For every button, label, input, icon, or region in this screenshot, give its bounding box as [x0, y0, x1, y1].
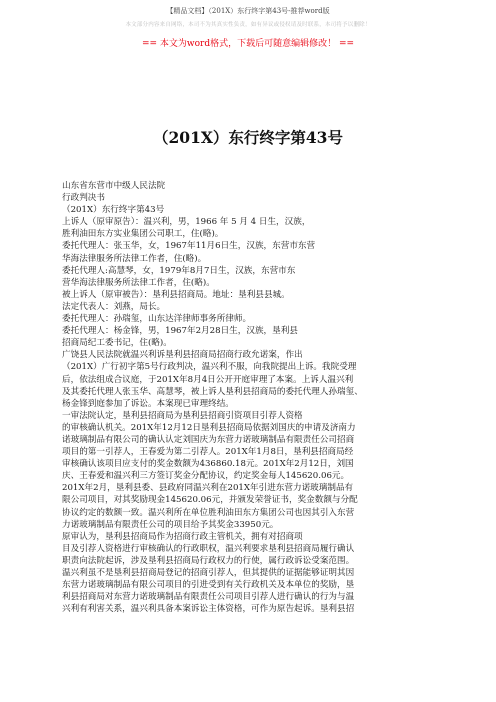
body-line: 的审核确认机关。201X年12月12日垦利县招商局依据刘国庆的申请及济南力 [62, 422, 356, 433]
body-line: 被上诉人（原审被告）：垦利县招商局。地址：垦利县县城。 [62, 289, 290, 300]
body-line: 职责向法院起诉，涉及垦利县招商局行政权力的行使，属行政诉讼受案范围。 [62, 555, 355, 566]
body-line: 行政判决书 [62, 193, 105, 204]
body-line: 上诉人（原审原告）：温兴利，男，1966 年 5 月 4 日生，汉族， [62, 217, 311, 228]
body-line: 诺玻璃制品有限公司的确认认定刘国庆为东营力诺玻璃制品有限责任公司招商 [62, 434, 355, 445]
body-line: 协议约定的数额一致。温兴利所在单位胜利油田东方集团公司也因其引入东营 [62, 507, 355, 518]
body-line: 利县招商局对东营力诺玻璃制品有限责任公司项目引荐人进行确认的行为与温 [62, 592, 355, 603]
body-line: 广饶县人民法院就温兴利诉垦利县招商局招商行政允诺案，作出 [62, 350, 303, 361]
page-header-title: 【精品文档】（201X）东行终字第43号-推荐word版 [166, 7, 330, 15]
body-line: （201X）东行终字第43号 [62, 205, 165, 216]
body-line: 温兴利虽不是垦利县招商局登记的招商引荐人，但其提供的证据能够证明其因 [62, 568, 355, 578]
body-line: 及其委托代理人张玉华、高慧琴，被上诉人垦利县招商局的委托代理人孙瑞玺、 [62, 386, 363, 397]
body-line: 力诺玻璃制品有限责任公司的项目给予其奖金33950元。 [62, 519, 279, 530]
body-line: 后，依法组成合议庭，于201X年8月4日公开开庭审理了本案。上诉人温兴利 [62, 374, 354, 385]
copyright-notice: 本文部分内容来自网络，本司不为其真实性负责，如有异议或侵权请及时联系，本司将予以删除！ [125, 22, 371, 28]
body-line: 审核确认该项目应支付的奖金数额为436860.18元。201X年2月12日，刘国 [62, 459, 354, 470]
body-line: 杨金锋到庭参加了诉讼。本案现已审理终结。 [62, 398, 234, 409]
document-title: （201X）东行终字第43号 [153, 128, 343, 147]
body-line: 山东省东营市中级人民法院 [62, 181, 166, 191]
body-line: （201X）广行初字第5号行政判决，温兴利不服，向我院提出上诉。我院受理 [62, 362, 357, 373]
body-line: 招商局纪工委书记，住(略)。 [62, 338, 172, 349]
body-line: 目及引荐人资格进行审核确认的行政职权，温兴利要求垦利县招商局履行确认 [62, 543, 355, 554]
body-line: 华海法律服务所法律工作者，住(略)。 [62, 253, 207, 264]
edit-banner: == 本文为word格式，下载后可随意编辑修改！ == [141, 39, 355, 49]
body-line: 委托代理人：杨金锋，男，1967年2月28日生，汉族，垦利县 [62, 326, 298, 337]
body-line: 原审认为，垦利县招商局作为招商行政主管机关，拥有对招商项 [62, 531, 303, 542]
body-line: 201X年2月，垦利县委、县政府同温兴利在201X年引进东营力诺玻璃制品有 [62, 483, 354, 494]
body-line: 东营力诺玻璃制品有限公司项目的引进受到有关行政机关及本单位的奖励，垦 [62, 580, 355, 591]
body-line: 胜利油田东方实业集团公司职工，住(略)。 [62, 229, 224, 240]
body-line: 兴利有利害关系，温兴利具备本案诉讼主体资格，可作为原告起诉。垦利县招 [62, 604, 355, 615]
body-line: 庆、王春爱和温兴利三方签订奖金分配协议，约定奖金每人145620.06元。 [62, 471, 350, 482]
body-line: 委托代理人:高慧琴，女，1979年8月7日生，汉族，东营市东 [62, 265, 296, 276]
body-line: 委托代理人：张玉华，女，1967年11月6日生，汉族，东营市东营 [62, 241, 316, 252]
body-line: 法定代表人：刘燕，局长。 [62, 301, 166, 312]
body-line: 营华海法律服务所法律工作者，住(略)。 [62, 277, 215, 288]
body-line: 委托代理人：孙瑞玺，山东达洋律师事务所律师。 [62, 314, 252, 325]
body-line: 一审法院认定，垦利县招商局为垦利县招商引资项目引荐人资格 [62, 410, 303, 421]
document-body [62, 180, 430, 615]
body-line: 项目的第一引荐人，王春爱为第二引荐人。201X年1月8日，垦利县招商局经 [62, 447, 354, 458]
body-line: 限公司项目，对其奖励现金145620.06元，并颁发荣誉证书，奖金数额与分配 [62, 495, 358, 506]
